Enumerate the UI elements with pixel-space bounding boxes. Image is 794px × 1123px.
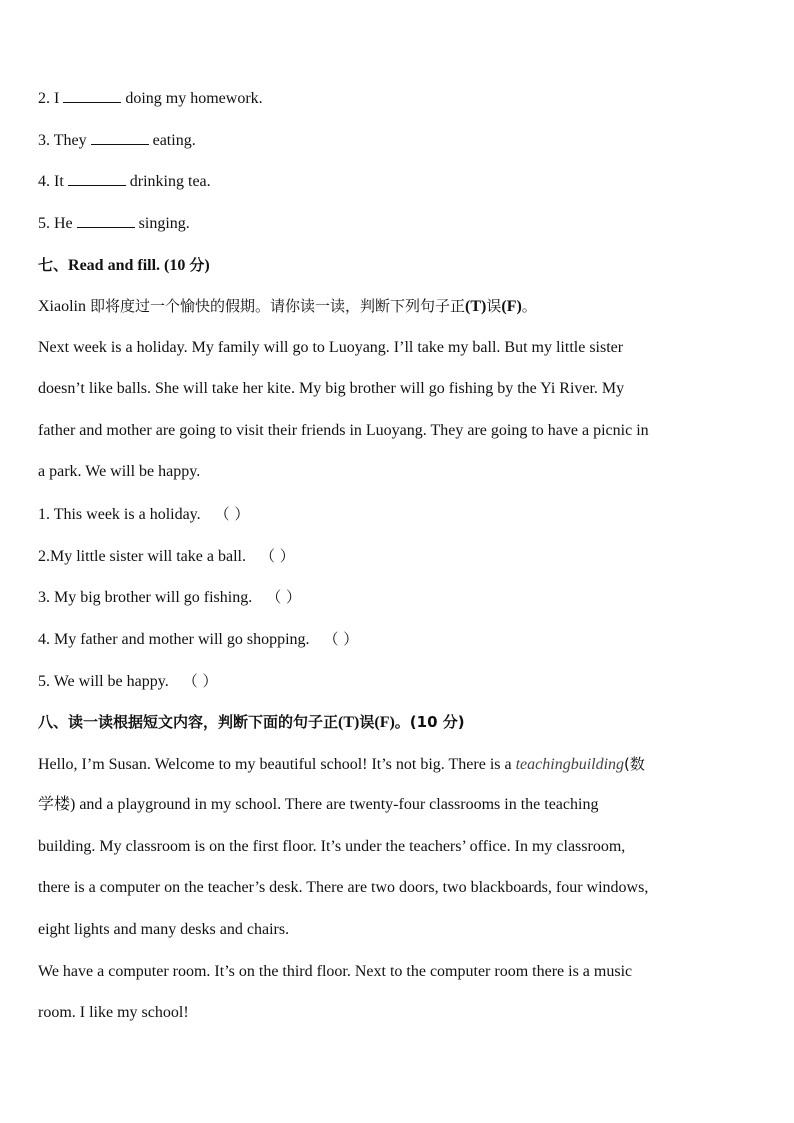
item-prefix: 2. I: [38, 90, 64, 107]
tf-question-4: 4. My father and mother will go shopping. （ ）: [38, 630, 359, 648]
section-7-instructions: Xiaolin 即将度过一个愉快的假期。请你读一读，判断下列句子正(T)误(F)。: [38, 297, 537, 315]
passage-line: a park. We will be happy.: [38, 463, 201, 480]
fill-item-2: [38, 88, 263, 109]
passage-line: there is a computer on the teacher’s desk. There are two doors, two blackboards, four windows,: [38, 879, 649, 896]
answer-parentheses[interactable]: （ ）: [259, 547, 295, 565]
item-suffix: drinking tea.: [125, 173, 211, 190]
passage-line: Next week is a holiday. My family will go to Luoyang. I’ll take my ball. But my little sister: [38, 339, 624, 356]
section-8-heading: 八、读一读根据短文内容，判断下面的句子正(T)误(F)。(10 分): [38, 713, 465, 731]
tf-question-1: 1. This week is a holiday. （ ）: [38, 505, 250, 523]
item-prefix: 5. He: [38, 215, 77, 232]
tf-question-3: 3. My big brother will go fishing. （ ）: [38, 588, 301, 606]
passage-line: room. I like my school!: [38, 1004, 189, 1021]
answer-blank[interactable]: [63, 88, 121, 103]
passage-line: We have a computer room. It’s on the third floor. Next to the computer room there is a music: [38, 963, 633, 980]
item-suffix: singing.: [134, 215, 190, 232]
answer-parentheses[interactable]: （ ）: [214, 505, 250, 523]
fill-item-4: [38, 171, 211, 192]
passage-line: 学楼) and a playground in my school. There are twenty-four classrooms in the teaching: [38, 796, 599, 813]
passage-line: eight lights and many desks and chairs.: [38, 921, 290, 938]
answer-blank[interactable]: [68, 171, 126, 186]
answer-parentheses[interactable]: （ ）: [182, 672, 218, 690]
tf-question-2: 2.My little sister will take a ball. （ ）: [38, 547, 295, 565]
section-7-heading: 七、Read and fill. (10 分): [38, 256, 210, 274]
fill-item-3: [38, 130, 196, 151]
item-prefix: 3. They: [38, 132, 91, 149]
passage-line: Hello, I’m Susan. Welcome to my beautiful school! It’s not big. There is a teachingbuilding(数: [38, 755, 645, 773]
answer-blank[interactable]: [77, 213, 135, 228]
item-prefix: 4. It: [38, 173, 68, 190]
answer-parentheses[interactable]: （ ）: [323, 630, 359, 648]
passage-line: building. My classroom is on the first floor. It’s under the teachers’ office. In my classroom,: [38, 838, 626, 855]
passage-line: father and mother are going to visit their friends in Luoyang. They are going to have a picnic in: [38, 422, 649, 439]
item-suffix: doing my homework.: [121, 90, 263, 107]
passage-line: doesn’t like balls. She will take her kite. My big brother will go fishing by the Yi River. My: [38, 380, 625, 397]
tf-question-5: 5. We will be happy. （ ）: [38, 672, 218, 690]
answer-parentheses[interactable]: （ ）: [266, 588, 301, 606]
item-suffix: eating.: [148, 132, 196, 149]
answer-blank[interactable]: [91, 130, 149, 145]
fill-item-5: [38, 213, 190, 234]
